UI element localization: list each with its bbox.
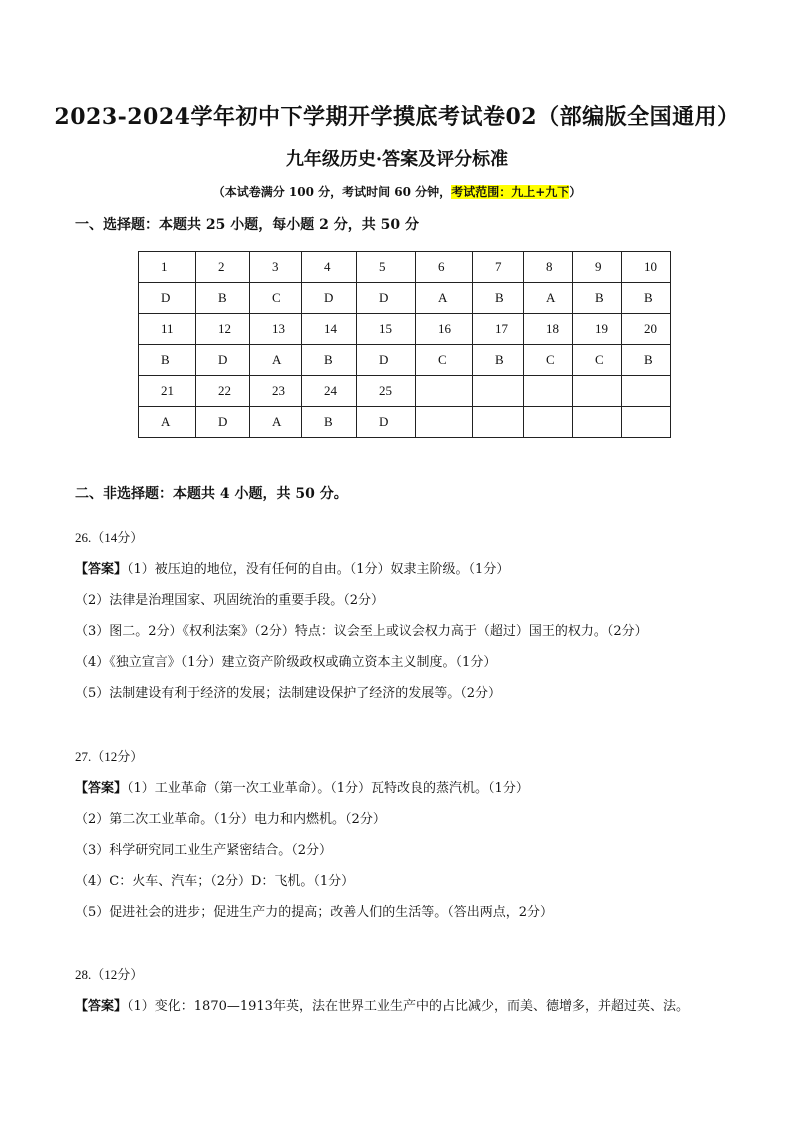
question-26-line-4: （4）《独立宣言》（1分）建立资产阶级政权或确立资本主义制度。（1分） (75, 655, 497, 670)
answer-letter-cell: C (416, 345, 473, 376)
question-number-cell: 6 (416, 252, 473, 283)
answer-table-row (139, 283, 671, 314)
question-number-cell: 16 (416, 314, 473, 345)
question-number-cell: 22 (196, 376, 250, 407)
question-28-line-1 (75, 995, 689, 1014)
answer-letter-cell: B (302, 345, 357, 376)
answer-table-row (139, 376, 671, 407)
page-title: 2023-2024学年初中下学期开学摸底考试卷02（部编版全国通用） (54, 104, 740, 130)
answer-letter-cell (573, 407, 622, 438)
question-number-cell: 4 (302, 252, 357, 283)
answer-letter-cell: C (573, 345, 622, 376)
question-number-cell: 13 (250, 314, 302, 345)
question-number-cell (622, 376, 671, 407)
question-26-head: 26.（14分） (75, 530, 144, 545)
answer-letter-cell: D (196, 345, 250, 376)
answer-letter-cell: D (139, 283, 196, 314)
question-number-cell: 25 (357, 376, 416, 407)
answer-letter-cell: B (622, 345, 671, 376)
section-1-title: 一、选择题：本题共 25 小题，每小题 2 分，共 50 分 (75, 217, 419, 233)
answer-text: （1）被压迫的地位，没有任何的自由。（1分）奴隶主阶级。（1分） (127, 562, 510, 577)
question-27-line-5: （5）促进社会的进步；促进生产力的提高；改善人们的生活等。（答出两点，2分） (75, 905, 554, 920)
answer-letter-cell: A (139, 407, 196, 438)
question-number-cell: 5 (357, 252, 416, 283)
question-number-cell: 15 (357, 314, 416, 345)
question-27-head: 27.（12分） (75, 749, 144, 764)
answer-letter-cell: B (302, 407, 357, 438)
question-number-cell: 24 (302, 376, 357, 407)
exam-scope-highlight: 考试范围：九上+九下 (451, 185, 570, 199)
answer-letter-cell: A (524, 283, 573, 314)
question-26-line-5: （5）法制建设有利于经济的发展；法制建设保护了经济的发展等。（2分） (75, 686, 502, 701)
exam-note-prefix: （本试卷满分 100 分，考试时间 60 分钟， (212, 185, 452, 199)
section-2-title: 二、非选择题：本题共 4 小题，共 50 分。 (75, 486, 348, 502)
question-number-cell: 21 (139, 376, 196, 407)
question-number-cell: 17 (473, 314, 524, 345)
answer-letter-cell: D (357, 407, 416, 438)
answer-letter-cell: B (573, 283, 622, 314)
answer-table-row (139, 407, 671, 438)
answer-tag: 【答案】 (75, 999, 128, 1014)
answer-table-row (139, 252, 671, 283)
question-26-line-3: （3）图二。2分）《权利法案》（2分）特点：议会至上或议会权力高于（超过）国王的权力。（2分） (75, 624, 648, 639)
question-26-line-1 (75, 558, 509, 577)
question-26-line-2: （2）法律是治理国家、巩固统治的重要手段。（2分） (75, 593, 385, 608)
answer-letter-cell: A (250, 407, 302, 438)
answer-tag: 【答案】 (75, 562, 128, 577)
answer-letter-cell: D (196, 407, 250, 438)
answer-letter-cell: B (473, 345, 524, 376)
answer-letter-cell: B (139, 345, 196, 376)
answer-letter-cell: C (524, 345, 573, 376)
answer-letter-cell (622, 407, 671, 438)
question-number-cell (473, 376, 524, 407)
question-number-cell: 19 (573, 314, 622, 345)
question-28-head: 28.（12分） (75, 967, 144, 982)
answer-letter-cell (524, 407, 573, 438)
question-number-cell: 23 (250, 376, 302, 407)
question-number-cell (416, 376, 473, 407)
answer-table-row (139, 345, 671, 376)
question-number-cell: 8 (524, 252, 573, 283)
question-number-cell: 20 (622, 314, 671, 345)
answer-letter-cell: A (250, 345, 302, 376)
answer-table (138, 251, 671, 438)
question-27-line-4: （4）C：火车、汽车；（2分）D：飞机。（1分） (75, 874, 355, 889)
answer-letter-cell: B (196, 283, 250, 314)
question-27-line-1 (75, 777, 529, 796)
answer-table-row (139, 314, 671, 345)
question-number-cell: 14 (302, 314, 357, 345)
answer-letter-cell (416, 407, 473, 438)
answer-letter-cell: D (302, 283, 357, 314)
question-27-line-3: （3）科学研究同工业生产紧密结合。（2分） (75, 843, 333, 858)
page-subtitle: 九年级历史·答案及评分标准 (285, 149, 509, 170)
answer-letter-cell: C (250, 283, 302, 314)
answer-letter-cell: D (357, 283, 416, 314)
answer-text: （1）变化：1870—1913年英，法在世界工业生产中的占比减少，而美、德增多，并超过英、法。 (127, 999, 689, 1014)
answer-text: （1）工业革命（第一次工业革命）。（1分）瓦特改良的蒸汽机。（1分） (127, 781, 529, 796)
answer-letter-cell: B (622, 283, 671, 314)
answer-letter-cell: A (416, 283, 473, 314)
question-number-cell: 7 (473, 252, 524, 283)
answer-letter-cell: B (473, 283, 524, 314)
question-number-cell: 2 (196, 252, 250, 283)
question-number-cell: 9 (573, 252, 622, 283)
question-number-cell: 3 (250, 252, 302, 283)
exam-note-suffix: ） (569, 185, 582, 199)
question-number-cell: 10 (622, 252, 671, 283)
answer-tag: 【答案】 (75, 781, 128, 796)
question-number-cell (573, 376, 622, 407)
exam-note (0, 183, 794, 200)
question-number-cell: 1 (139, 252, 196, 283)
question-number-cell (524, 376, 573, 407)
answer-letter-cell (473, 407, 524, 438)
answer-letter-cell: D (357, 345, 416, 376)
question-number-cell: 11 (139, 314, 196, 345)
question-27-line-2: （2）第二次工业革命。（1分）电力和内燃机。（2分） (75, 812, 386, 827)
question-number-cell: 12 (196, 314, 250, 345)
question-number-cell: 18 (524, 314, 573, 345)
